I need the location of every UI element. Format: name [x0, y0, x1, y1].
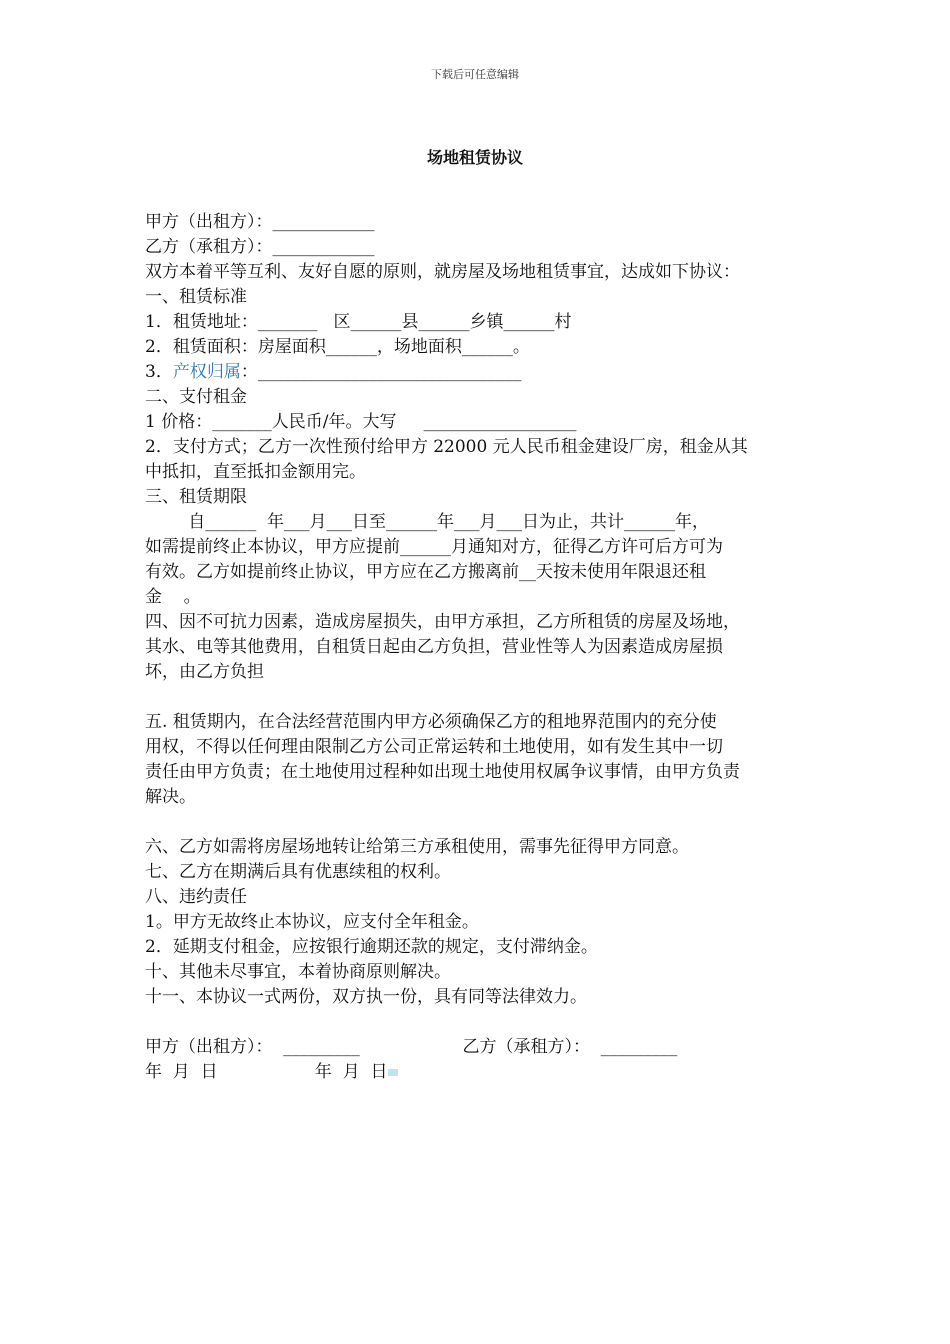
date-line	[145, 1060, 815, 1085]
clause-line: 自______ 年___月___日至______年___月___日为止，共计______年，	[145, 512, 710, 532]
clause-line: 十一、本协议一式两份，双方执一份，具有同等法律效力。	[145, 987, 587, 1007]
party-a-line: 甲方（出租方）：____________	[145, 212, 375, 232]
section-heading: 二、支付租金	[145, 387, 247, 407]
clause-line: 1。甲方无故终止本协议，应支付全年租金。	[145, 912, 479, 932]
clause-line: 2．延期支付租金，应按银行逾期还款的规定，支付滞纳金。	[145, 937, 598, 957]
spacer	[145, 810, 815, 835]
clause-line: 坏，由乙方负担	[145, 662, 264, 682]
party-b-line: 乙方（承租方）：____________	[145, 237, 375, 257]
clause-line: 四、因不可抗力因素，造成房屋损失，由甲方承担，乙方所租赁的房屋及场地，	[145, 612, 740, 632]
clause-line: 1．租赁地址：_______ 区______县______乡镇______村	[145, 312, 572, 332]
clause-line: 有效。乙方如提前终止协议，甲方应在乙方搬离前__天按未使用年限退还租	[145, 562, 706, 582]
clause-line: 1 价格：_______人民币/年。大写 __________________	[145, 412, 577, 432]
clause-line: 五. 租赁期内，在合法经营范围内甲方必须确保乙方的租地界范围内的充分使	[145, 712, 717, 732]
clause-line: 六、乙方如需将房屋场地转让给第三方承租使用，需事先征得甲方同意。	[145, 837, 689, 857]
clause-line: 解决。	[145, 787, 196, 807]
intro-line: 双方本着平等互利、友好自愿的原则，就房屋及场地租赁事宜，达成如下协议：	[145, 262, 740, 282]
spacer	[145, 685, 815, 710]
property-rights-link[interactable]: 产权归属	[172, 362, 241, 382]
clause-line: 如需提前终止本协议，甲方应提前______月通知对方，征得乙方许可后方可为	[145, 537, 723, 557]
spacer	[145, 1010, 815, 1035]
clause-number: 3．	[145, 362, 173, 382]
date-text: 年 月 日 年 月 日	[145, 1062, 388, 1082]
section-heading: 一、租赁标准	[145, 287, 247, 307]
section-heading: 八、违约责任	[145, 887, 247, 907]
document-body	[145, 210, 815, 1085]
clause-line: 中抵扣，直至抵扣金额用完。	[145, 462, 366, 482]
clause-blank: ：_______________________________	[240, 362, 522, 382]
clause-line: 2．支付方式；乙方一次性预付给甲方 22000 元人民币租金建设厂房，租金从其	[145, 437, 748, 457]
clause-line: 十、其他未尽事宜，本着协商原则解决。	[145, 962, 451, 982]
clause-line: 七、乙方在期满后具有优惠续租的权利。	[145, 862, 451, 882]
clause-line: 2．租赁面积：房屋面积______，场地面积______。	[145, 337, 530, 357]
clause-line: 金 。	[145, 587, 201, 607]
section-heading: 三、租赁期限	[145, 487, 247, 507]
clause-line	[145, 360, 815, 385]
clause-line: 其水、电等其他费用，自租赁日起由乙方负担，营业性等人为因素造成房屋损	[145, 637, 723, 657]
clause-line: 责任由甲方负责；在土地使用过程种如出现土地使用权属争议事情，由甲方负责	[145, 762, 740, 782]
signature-line: 甲方（出租方）： _________ 乙方（承租方）： _________	[145, 1037, 678, 1057]
document-title: 场地租赁协议	[426, 148, 523, 167]
clause-line: 用权，不得以任何理由限制乙方公司正常运转和土地使用，如有发生其中一切	[145, 737, 723, 757]
header-note: 下载后可任意编辑	[431, 68, 519, 81]
cursor-highlight	[388, 1069, 398, 1076]
